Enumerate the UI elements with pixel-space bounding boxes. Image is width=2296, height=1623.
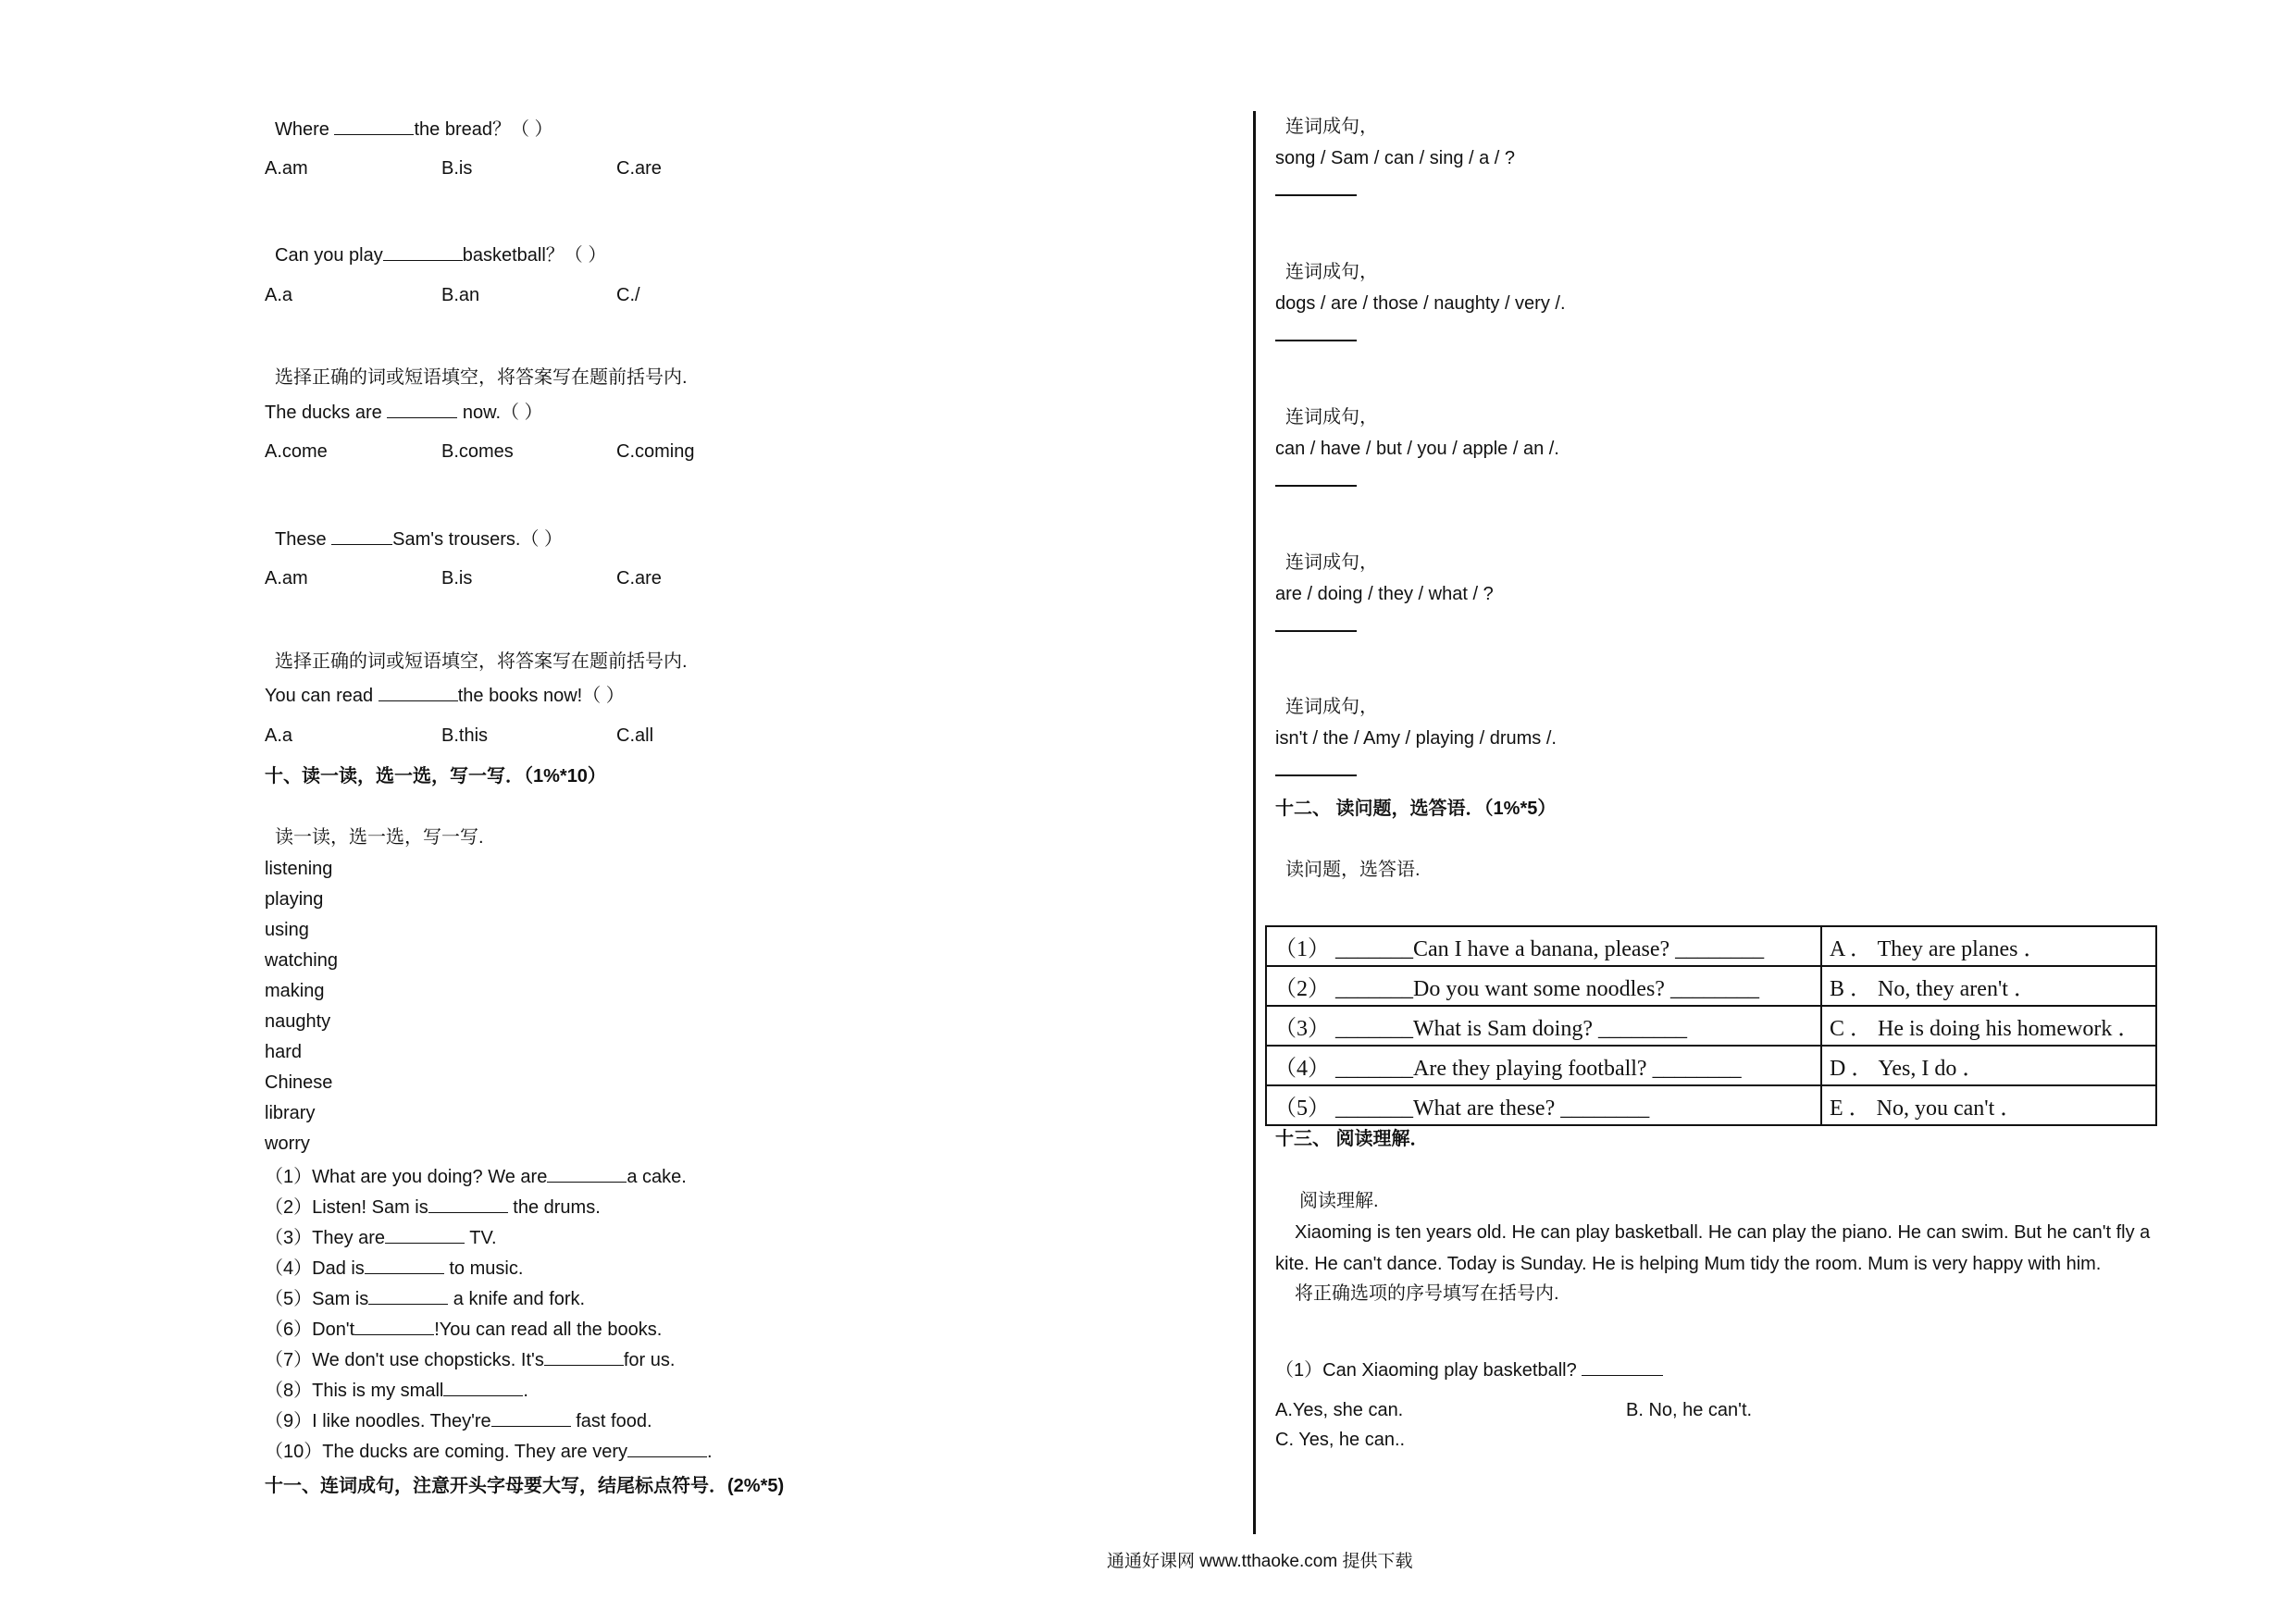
lianci-words: isn't / the / Amy / playing / drums /. [1275, 728, 1557, 749]
answer-blank[interactable] [627, 1440, 707, 1457]
question-text: Can you play [275, 245, 383, 266]
fill-text: （6）Don't [265, 1319, 355, 1340]
answer-blank[interactable] [331, 527, 392, 545]
fill-item [265, 1226, 497, 1247]
question-text: the books now!（ ） [457, 686, 625, 706]
question-cell: （5） _______What are these? ________ [1266, 1085, 1821, 1125]
question-cell: （1） _______Can I have a banana, please? ________ [1266, 926, 1821, 966]
option-c: C. Yes, he can.. [1275, 1430, 1406, 1450]
fill-item [265, 1196, 601, 1217]
column-divider [1253, 111, 1256, 1534]
word-bank-item: watching [265, 950, 338, 971]
question-text: You can read [265, 686, 379, 706]
fill-text: a knife and fork. [448, 1289, 586, 1309]
fill-text: （4）Dad is [265, 1258, 365, 1279]
question-1 [275, 118, 553, 139]
question-text: basketball？（ ） [462, 245, 607, 266]
option-c: C.all [616, 725, 654, 746]
word-bank-item: library [265, 1103, 316, 1123]
reading-question-1 [1275, 1358, 1663, 1380]
answer-blank[interactable] [379, 684, 458, 701]
fill-text: （5）Sam is [265, 1289, 369, 1309]
answer-blank[interactable] [544, 1348, 624, 1366]
lianci-label: 连词成句， [1285, 697, 1378, 717]
word-bank-item: using [265, 920, 309, 940]
fill-text: （8）This is my small [265, 1381, 444, 1401]
lianci-label: 连词成句， [1285, 552, 1378, 573]
instruction-text: 选择正确的词或短语填空，将答案写在题前括号内. [275, 367, 688, 388]
section-instruction: 阅读理解. [1299, 1191, 1379, 1211]
fill-text: a cake. [627, 1167, 687, 1187]
table-row [1266, 966, 2156, 1006]
question-text: These [275, 529, 332, 550]
answer-blank[interactable] [385, 1226, 465, 1244]
answer-cell: A ． They are planes ． [1821, 926, 2156, 966]
word-bank-item: making [265, 981, 325, 1001]
question-text: Where [275, 119, 335, 140]
answer-line[interactable] [1275, 340, 1357, 341]
option-b: B.is [441, 158, 473, 179]
fill-item [265, 1440, 713, 1461]
answer-cell: C ． He is doing his homework ． [1821, 1006, 2156, 1046]
question-3 [265, 401, 543, 422]
answer-line[interactable] [1275, 485, 1357, 487]
answer-cell: D ． Yes, I do ． [1821, 1046, 2156, 1085]
question-text: the bread？（ ） [414, 119, 553, 140]
answer-cell: E ． No, you can't ． [1821, 1085, 2156, 1125]
question-4 [275, 527, 563, 549]
option-c: C.are [616, 568, 662, 588]
fill-item [265, 1409, 652, 1431]
fill-item [265, 1318, 662, 1339]
question-5 [265, 684, 625, 705]
option-b: B. No, he can't. [1626, 1400, 1753, 1420]
passage-instruction: 将正确选项的序号填写在括号内. [1295, 1283, 1559, 1304]
section-instruction: 读问题，选答语. [1285, 860, 1421, 880]
option-a: A.a [265, 725, 293, 746]
question-text: The ducks are [265, 403, 388, 423]
fill-text: （10）The ducks are coming. They are very [265, 1442, 628, 1462]
answer-cell: B ． No, they aren't ． [1821, 966, 2156, 1006]
fill-item [265, 1348, 675, 1369]
lianci-words: are / doing / they / what / ? [1275, 584, 1494, 604]
fill-item [265, 1165, 687, 1186]
word-bank-item: playing [265, 889, 324, 910]
answer-blank[interactable] [354, 1318, 434, 1335]
section-heading-12: 十二、 读问题，选答语．（1%*5） [1275, 799, 1557, 819]
option-c: C.are [616, 158, 662, 179]
answer-blank[interactable] [547, 1165, 627, 1183]
fill-text: for us. [623, 1350, 676, 1370]
word-bank-item: worry [265, 1134, 310, 1154]
section-heading-11: 十一、连词成句，注意开头字母要大写，结尾标点符号．(2%*5) [265, 1476, 785, 1496]
answer-blank[interactable] [383, 243, 463, 261]
answer-blank[interactable] [334, 118, 414, 135]
answer-line[interactable] [1275, 194, 1357, 196]
question-text: now.（ ） [457, 403, 543, 423]
question-text: Sam's trousers.（ ） [392, 529, 564, 550]
option-a: A.a [265, 285, 293, 305]
word-bank-item: naughty [265, 1011, 331, 1032]
answer-line[interactable] [1275, 630, 1357, 632]
table-row [1266, 1046, 2156, 1085]
lianci-label: 连词成句， [1285, 262, 1378, 282]
option-b: B.is [441, 568, 473, 588]
answer-blank[interactable] [1582, 1358, 1663, 1376]
question-text: （1）Can Xiaoming play basketball? [1275, 1360, 1577, 1381]
lianci-words: dogs / are / those / naughty / very /. [1275, 293, 1566, 314]
section-heading-10: 十、读一读，选一选，写一写．（1%*10） [265, 766, 606, 787]
table-row [1266, 926, 2156, 966]
fill-text: the drums. [507, 1197, 601, 1218]
fill-text: !You can read all the books. [434, 1319, 663, 1340]
option-a: A.am [265, 568, 308, 588]
lianci-label: 连词成句， [1285, 117, 1378, 137]
fill-text: （3）They are [265, 1228, 386, 1248]
lianci-words: song / Sam / can / sing / a / ? [1275, 148, 1516, 168]
option-a: A.am [265, 158, 308, 179]
fill-text: . [523, 1381, 528, 1401]
passage-line: kite. He can't dance. Today is Sunday. He is helping Mum tidy the room. Mum is very happy with him. [1275, 1254, 2102, 1274]
fill-text: fast food. [570, 1411, 652, 1431]
question-answer-table [1265, 925, 2157, 1126]
answer-blank[interactable] [491, 1409, 571, 1427]
answer-blank[interactable] [365, 1257, 444, 1274]
instruction-text: 选择正确的词或短语填空，将答案写在题前括号内. [275, 651, 688, 672]
option-c: C./ [616, 285, 640, 305]
passage-line: Xiaoming is ten years old. He can play basketball. He can play the piano. He can swim. But he can't fly a [1295, 1222, 2151, 1243]
lianci-words: can / have / but / you / apple / an /. [1275, 439, 1559, 459]
fill-text: （2）Listen! Sam is [265, 1197, 428, 1218]
option-b: B.comes [441, 441, 514, 462]
word-bank-item: listening [265, 859, 333, 879]
option-b: B.an [441, 285, 480, 305]
table-row [1266, 1006, 2156, 1046]
question-cell: （4） _______Are they playing football? ________ [1266, 1046, 1821, 1085]
section-instruction: 读一读，选一选，写一写. [275, 827, 484, 848]
option-a: A.Yes, she can. [1275, 1400, 1404, 1420]
fill-text: （1）What are you doing? We are [265, 1167, 548, 1187]
fill-text: TV. [465, 1228, 497, 1248]
option-a: A.come [265, 441, 328, 462]
fill-text: to music. [443, 1258, 524, 1279]
fill-item [265, 1287, 585, 1308]
answer-blank[interactable] [368, 1287, 448, 1305]
option-c: C.coming [616, 441, 695, 462]
fill-text: （7）We don't use chopsticks. It's [265, 1350, 544, 1370]
fill-item [265, 1379, 528, 1400]
answer-blank[interactable] [387, 401, 457, 418]
answer-blank[interactable] [428, 1196, 508, 1213]
fill-item [265, 1257, 523, 1278]
question-2 [275, 243, 606, 265]
fill-text: . [707, 1442, 713, 1462]
question-cell: （3） _______What is Sam doing? ________ [1266, 1006, 1821, 1046]
option-b: B.this [441, 725, 489, 746]
word-bank-item: Chinese [265, 1072, 333, 1093]
question-cell: （2） _______Do you want some noodles? ________ [1266, 966, 1821, 1006]
word-bank-item: hard [265, 1042, 303, 1062]
lianci-label: 连词成句， [1285, 407, 1378, 427]
section-heading-13: 十三、 阅读理解． [1275, 1129, 1429, 1149]
table-row [1266, 1085, 2156, 1125]
answer-blank[interactable] [443, 1379, 523, 1396]
fill-text: （9）I like noodles. They're [265, 1411, 491, 1431]
answer-line[interactable] [1275, 774, 1357, 776]
footer-text: 通通好课网 www.tthaoke.com 提供下载 [1107, 1552, 1413, 1571]
